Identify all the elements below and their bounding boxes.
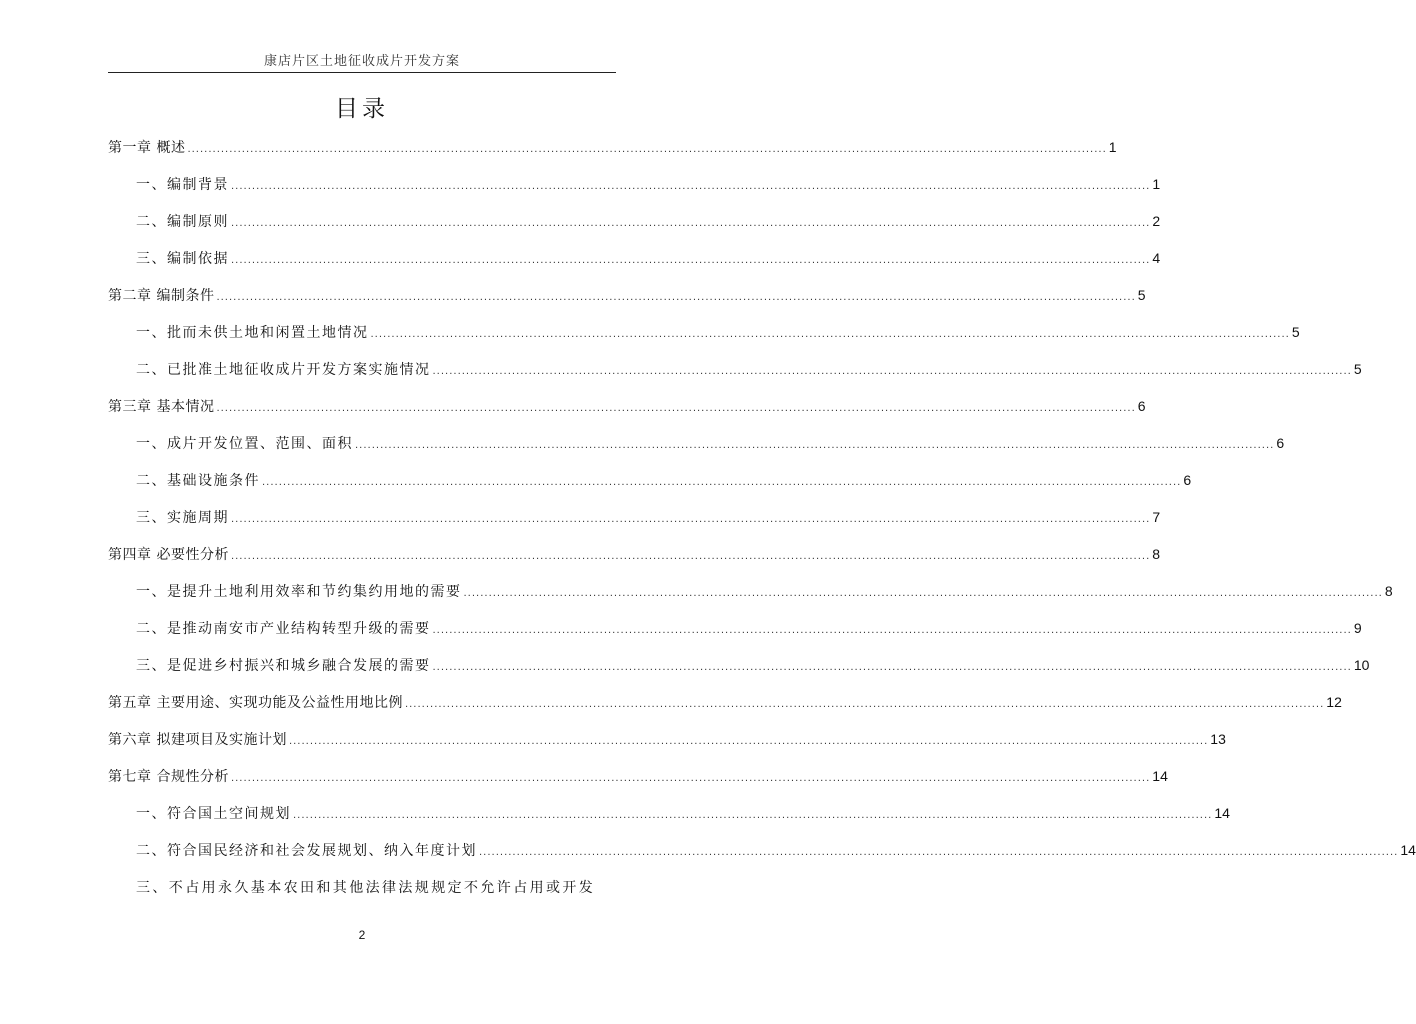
toc-entry-page-number: 6 [1137,397,1146,414]
toc-dot-leader: ............................................................................................................................................................................................................................ [288,735,1209,747]
toc-entry-page-number: 5 [1291,323,1300,340]
toc-chapter-entry[interactable] [108,535,1161,572]
toc-chapter-entry[interactable] [108,683,1342,720]
toc-section-entry[interactable] [108,646,1370,683]
toc-section-entry[interactable] [108,572,1393,609]
toc-entry-page-number: 13 [1210,730,1226,747]
toc-dot-leader: ............................................................................................................................................................................................................................ [231,254,1151,266]
toc-dot-leader: ............................................................................................................................................................................................................................ [432,661,1352,673]
toc-dot-leader: ............................................................................................................................................................................................................................ [355,439,1275,451]
toc-section-entry[interactable] [108,609,1362,646]
toc-entry-page-number: 2 [1152,212,1161,229]
toc-entry-page-number: 12 [1326,693,1342,710]
toc-dot-leader: ............................................................................................................................................................................................................................ [216,291,1136,303]
toc-chapter-entry[interactable] [108,128,1117,165]
toc-entry-page-number: 14 [1400,841,1416,858]
toc-dot-leader: ............................................................................................................................................................................................................................ [231,513,1151,525]
toc-dot-leader: ............................................................................................................................................................................................................................ [404,698,1325,710]
toc-section-entry[interactable] [108,313,1300,350]
toc-dot-leader: ............................................................................................................................................................................................................................ [293,809,1213,821]
toc-dot-leader: ............................................................................................................................................................................................................................ [262,476,1182,488]
toc-dot-leader: ............................................................................................................................................................................................................................ [479,846,1399,858]
toc-entry-label: 第七章 合规性分析 [108,768,229,785]
toc-entry-page-number: 14 [1214,804,1230,821]
toc-section-entry[interactable] [108,868,614,905]
toc-dot-leader: ............................................................................................................................................................................................................................ [370,328,1290,340]
toc-chapter-entry[interactable] [108,387,1146,424]
toc-entry-label: 二、编制原则 [136,213,229,230]
toc-dot-leader: ............................................................................................................................................................................................................................ [230,550,1151,562]
toc-entry-page-number: 14 [1152,767,1168,784]
toc-entry-label: 第一章 概述 [108,139,186,156]
toc-entry-label: 一、成片开发位置、范围、面积 [136,435,353,452]
toc-heading: 目录 [335,96,389,122]
toc-entry-label: 二、基础设施条件 [136,472,260,489]
toc-section-entry[interactable] [108,350,1362,387]
toc-entry-page-number: 5 [1137,286,1146,303]
toc-entry-page-number: 1 [1152,175,1161,192]
toc-entry-page-number: 8 [1152,545,1161,562]
toc-list [108,128,1416,905]
toc-entry-label: 三、实施周期 [136,509,229,526]
toc-entry-label: 二、符合国民经济和社会发展规划、纳入年度计划 [136,842,477,859]
toc-section-entry[interactable] [108,239,1161,276]
toc-dot-leader: ............................................................................................................................................................................................................................ [432,624,1352,636]
toc-dot-leader: ............................................................................................................................................................................................................................ [432,365,1352,377]
toc-entry-label: 二、已批准土地征收成片开发方案实施情况 [136,361,431,378]
toc-section-entry[interactable] [108,461,1192,498]
toc-dot-leader: ............................................................................................................................................................................................................................ [187,143,1107,155]
toc-chapter-entry[interactable] [108,720,1226,757]
toc-entry-label: 一、是提升土地利用效率和节约集约用地的需要 [136,583,462,600]
toc-dot-leader: ............................................................................................................................................................................................................................ [230,772,1151,784]
toc-entry-page-number: 8 [1384,582,1393,599]
toc-entry-page-number: 6 [1276,434,1285,451]
toc-dot-leader: ............................................................................................................................................................................................................................ [231,180,1151,192]
toc-entry-label: 第二章 编制条件 [108,287,215,304]
toc-entry-label: 第六章 拟建项目及实施计划 [108,731,287,748]
toc-entry-label: 第五章 主要用途、实现功能及公益性用地比例 [108,694,403,711]
toc-entry-page-number: 5 [1353,360,1362,377]
toc-entry-page-number: 9 [1353,619,1362,636]
toc-section-entry[interactable] [108,424,1285,461]
toc-dot-leader: ............................................................................................................................................................................................................................ [231,217,1151,229]
toc-section-entry[interactable] [108,165,1161,202]
toc-section-entry[interactable] [108,498,1161,535]
toc-section-entry[interactable] [108,794,1230,831]
toc-section-entry[interactable] [108,202,1161,239]
running-header-title: 康店片区土地征收成片开发方案 [263,54,460,69]
toc-dot-leader: ............................................................................................................................................................................................................................ [216,402,1136,414]
toc-entry-label: 三、不占用永久基本农田和其他法律法规规定不允许占用或开发 [136,879,596,896]
toc-entry-page-number: 4 [1152,249,1161,266]
toc-entry-page-number: 1 [1108,138,1117,155]
toc-entry-label: 一、符合国土空间规划 [136,805,291,822]
toc-entry-label: 一、批而未供土地和闲置土地情况 [136,324,369,341]
toc-entry-label: 一、编制背景 [136,176,229,193]
toc-entry-label: 三、编制依据 [136,250,229,267]
toc-dot-leader: ............................................................................................................................................................................................................................ [463,587,1383,599]
toc-entry-label: 二、是推动南安市产业结构转型升级的需要 [136,620,431,637]
toc-entry-page-number: 7 [1152,508,1161,525]
page-number: 2 [358,928,366,942]
toc-entry-page-number: 6 [1183,471,1192,488]
toc-chapter-entry[interactable] [108,276,1146,313]
toc-section-entry[interactable] [108,831,1416,868]
toc-entry-label: 三、是促进乡村振兴和城乡融合发展的需要 [136,657,431,674]
toc-entry-label: 第三章 基本情况 [108,398,215,415]
toc-entry-page-number: 10 [1353,656,1370,673]
toc-chapter-entry[interactable] [108,757,1168,794]
header-divider [108,72,616,73]
toc-entry-label: 第四章 必要性分析 [108,546,229,563]
